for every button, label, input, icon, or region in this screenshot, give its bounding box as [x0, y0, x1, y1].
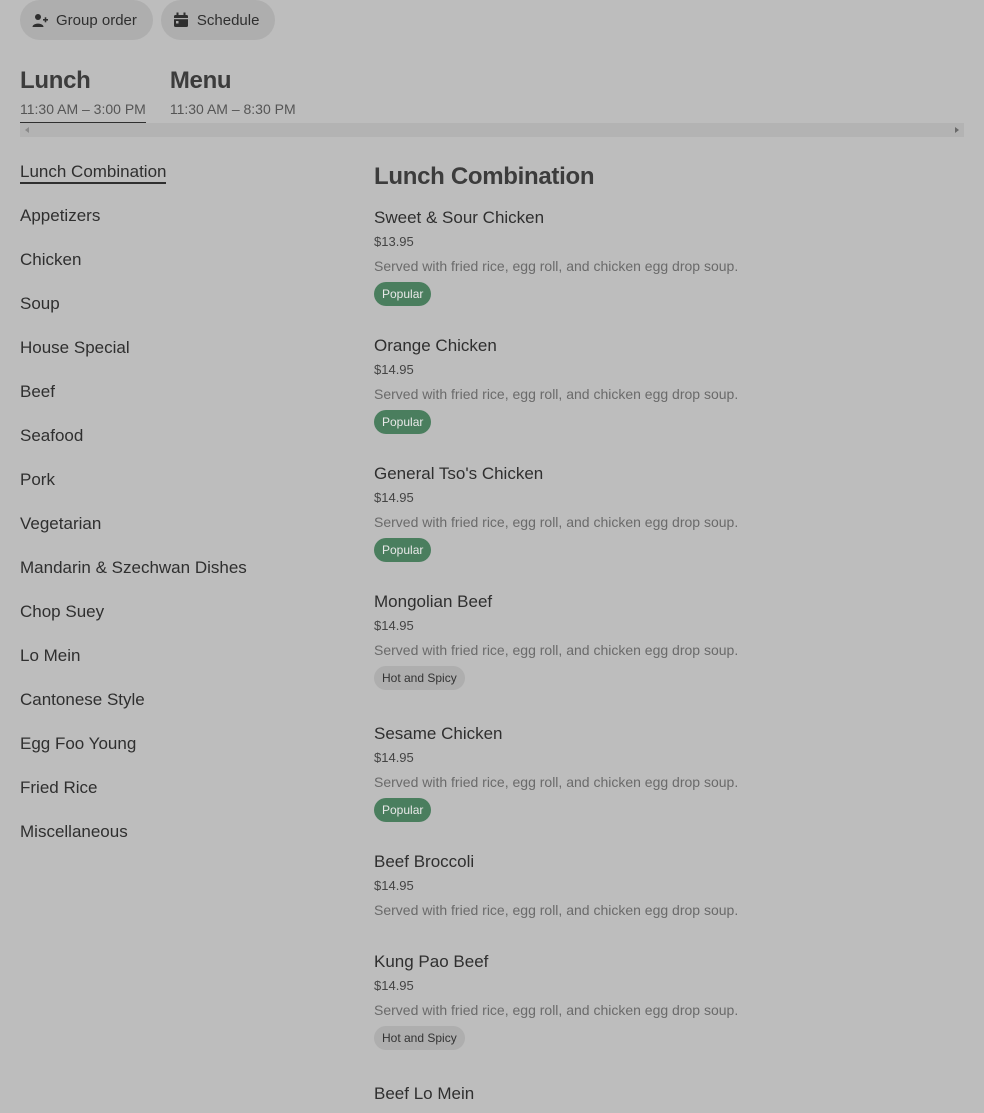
category-item-pork[interactable]	[20, 468, 340, 512]
category-item-lunch-combination[interactable]	[20, 160, 340, 204]
item-description: Served with fried rice, egg roll, and chicken egg drop soup.	[374, 1002, 739, 1018]
order-actions	[20, 0, 275, 40]
menu-tab-title: Menu	[169, 67, 232, 94]
item-description: Served with fried rice, egg roll, and chicken egg drop soup.	[374, 642, 739, 658]
horizontal-scrollbar[interactable]	[20, 123, 964, 137]
scroll-left-icon[interactable]	[25, 127, 29, 133]
category-label: Pork	[20, 470, 55, 489]
group-order-label: Group order	[56, 11, 137, 29]
category-label: Cantonese Style	[20, 690, 145, 709]
category-item-mandarin-szechwan[interactable]	[20, 556, 340, 600]
category-label: House Special	[20, 338, 130, 357]
menu-section	[374, 160, 964, 1106]
category-label: Mandarin & Szechwan Dishes	[20, 558, 247, 577]
category-item-soup[interactable]	[20, 292, 340, 336]
menu-tab-title: Lunch	[20, 67, 91, 94]
category-label: Soup	[20, 294, 60, 313]
menu-item[interactable]	[374, 334, 964, 434]
person-add-icon	[32, 12, 48, 28]
category-item-cantonese-style[interactable]	[20, 688, 340, 732]
category-label: Beef	[20, 382, 55, 401]
item-name: Orange Chicken	[374, 336, 497, 355]
tab-menu[interactable]	[170, 66, 296, 124]
scroll-right-icon[interactable]	[955, 127, 959, 133]
category-label: Lo Mein	[20, 646, 81, 665]
item-price: $14.95	[374, 750, 414, 765]
item-price: $14.95	[374, 978, 414, 993]
category-label: Egg Foo Young	[20, 734, 137, 753]
category-item-fried-rice[interactable]	[20, 776, 340, 820]
category-label: Vegetarian	[20, 514, 102, 533]
item-name: Beef Broccoli	[374, 852, 475, 871]
item-name: General Tso's Chicken	[374, 464, 544, 483]
popular-badge: Popular	[374, 282, 431, 306]
menu-item[interactable]	[374, 722, 964, 822]
item-description: Served with fried rice, egg roll, and chicken egg drop soup.	[374, 902, 739, 918]
menu-item[interactable]	[374, 206, 964, 306]
menu-tab-hours: 11:30 AM – 8:30 PM	[169, 101, 296, 117]
category-label: Appetizers	[20, 206, 101, 225]
group-order-button[interactable]	[20, 0, 153, 40]
item-price: $14.95	[374, 362, 414, 377]
category-label: Chicken	[20, 250, 82, 269]
popular-badge: Popular	[374, 410, 431, 434]
category-item-egg-foo-young[interactable]	[20, 732, 340, 776]
item-description: Served with fried rice, egg roll, and chicken egg drop soup.	[374, 258, 739, 274]
item-description: Served with fried rice, egg roll, and chicken egg drop soup.	[374, 386, 739, 402]
category-item-chop-suey[interactable]	[20, 600, 340, 644]
item-description: Served with fried rice, egg roll, and chicken egg drop soup.	[374, 514, 739, 530]
category-label: Seafood	[20, 426, 84, 445]
category-item-vegetarian[interactable]	[20, 512, 340, 556]
hot-and-spicy-badge: Hot and Spicy	[374, 1026, 465, 1050]
item-name: Kung Pao Beef	[374, 952, 489, 971]
category-nav	[20, 160, 340, 864]
category-label: Lunch Combination	[20, 162, 166, 184]
item-name: Sesame Chicken	[374, 724, 503, 743]
schedule-label: Schedule	[196, 11, 260, 29]
category-label: Chop Suey	[20, 602, 105, 621]
menu-item[interactable]	[374, 462, 964, 562]
popular-badge: Popular	[374, 538, 431, 562]
popular-badge: Popular	[374, 798, 431, 822]
menu-tab-hours: 11:30 AM – 3:00 PM	[20, 101, 146, 117]
menu-tabs	[20, 66, 296, 124]
category-item-beef[interactable]	[20, 380, 340, 424]
category-item-house-special[interactable]	[20, 336, 340, 380]
menu-item[interactable]	[374, 850, 964, 920]
category-item-lo-mein[interactable]	[20, 644, 340, 688]
menu-item[interactable]	[374, 950, 964, 1050]
menu-item[interactable]	[374, 1082, 964, 1106]
item-name: Beef Lo Mein	[374, 1084, 475, 1103]
hot-and-spicy-badge: Hot and Spicy	[374, 666, 465, 690]
category-item-chicken[interactable]	[20, 248, 340, 292]
category-item-miscellaneous[interactable]	[20, 820, 340, 864]
category-label: Fried Rice	[20, 778, 98, 797]
category-label: Miscellaneous	[20, 822, 128, 841]
item-description: Served with fried rice, egg roll, and chicken egg drop soup.	[374, 774, 739, 790]
item-price: $14.95	[374, 490, 414, 505]
tab-lunch[interactable]	[20, 66, 146, 124]
category-item-seafood[interactable]	[20, 424, 340, 468]
schedule-button[interactable]	[161, 0, 276, 40]
item-price: $13.95	[374, 234, 414, 249]
category-item-appetizers[interactable]	[20, 204, 340, 248]
calendar-icon	[173, 12, 189, 28]
item-name: Mongolian Beef	[374, 592, 493, 611]
item-name: Sweet & Sour Chicken	[374, 208, 545, 227]
section-title: Lunch Combination	[374, 163, 595, 190]
item-price: $14.95	[374, 878, 414, 893]
menu-item[interactable]	[374, 590, 964, 690]
item-price: $14.95	[374, 618, 414, 633]
